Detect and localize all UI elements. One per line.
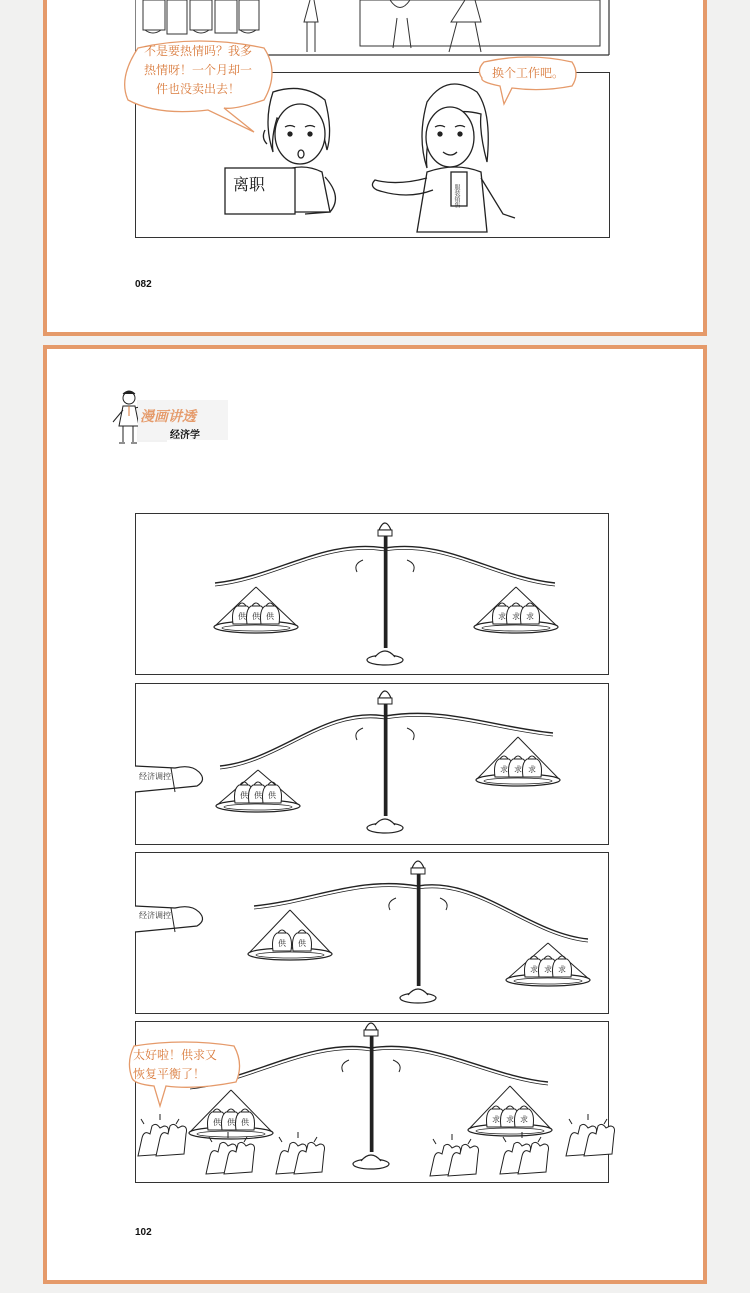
money-bag-label: 求 [530, 965, 538, 974]
scale-cap [364, 1030, 378, 1036]
money-bag-label: 供 [268, 791, 276, 800]
money-bag-label: 求 [514, 765, 522, 774]
clap-marks [279, 1132, 317, 1142]
money-bag-label: 供 [266, 612, 274, 621]
scale-cap [378, 530, 392, 536]
balance-scale [214, 523, 558, 665]
speech-text-final: 太好啦！供求又 恢复平衡了！ [133, 1048, 218, 1081]
scale-base-dome [375, 819, 395, 825]
clap-marks [433, 1134, 471, 1144]
clapping-hands-icon [276, 1132, 325, 1174]
hand-label-panel-3: 经济调控 [139, 911, 171, 920]
money-bag-label: 求 [528, 765, 536, 774]
clapping-hands-icon [138, 1114, 187, 1156]
page-number-top: 082 [135, 279, 152, 290]
page-number-bottom: 102 [135, 1227, 152, 1238]
scale-finial [379, 691, 391, 698]
money-bag-label: 求 [492, 1115, 500, 1124]
clapping-hands-icon [500, 1132, 549, 1174]
clapping-hands-icon [566, 1114, 615, 1156]
speech-text-left: 不是要热情吗？我多 热情呀！一个月却一 件也没卖出去！ [143, 44, 252, 96]
money-bag-label: 供 [227, 1118, 235, 1127]
money-bag-label: 求 [506, 1115, 514, 1124]
money-bag-label: 供 [254, 791, 262, 800]
balance-scale [216, 691, 560, 833]
money-bag-label: 供 [240, 791, 248, 800]
money-bag-label: 求 [500, 765, 508, 774]
money-bag-label: 求 [544, 965, 552, 974]
speech-text-right: 换个工作吧。 [491, 66, 564, 80]
clap-marks [569, 1114, 607, 1124]
clapping-hands-icon [430, 1134, 479, 1176]
money-bag-label: 求 [558, 965, 566, 974]
scale-cap [378, 698, 392, 704]
logo-title: 漫画讲透 [140, 409, 196, 425]
scale-base-dome [361, 1155, 381, 1161]
scale-finial [379, 523, 391, 530]
money-bag-label: 供 [298, 939, 306, 948]
money-bag-label: 供 [238, 612, 246, 621]
hand-label-panel-2: 经济调控 [139, 772, 171, 781]
logo-subtitle: 经济学 [170, 430, 200, 441]
scale-finial [412, 861, 424, 868]
clap-marks [141, 1114, 179, 1124]
money-bag-label: 求 [498, 612, 506, 621]
resignation-sign-text: 离职 [233, 175, 266, 194]
money-bag-label: 供 [213, 1118, 221, 1127]
money-bag-label: 求 [520, 1115, 528, 1124]
money-bag-label: 供 [278, 939, 286, 948]
scale-base-dome [408, 989, 428, 995]
sales-badge-text: 服装销售 [453, 184, 460, 208]
money-bag-label: 求 [526, 612, 534, 621]
scale-cap [411, 868, 425, 874]
money-bag-label: 供 [252, 612, 260, 621]
scale-base-dome [375, 651, 395, 657]
money-bag-label: 供 [241, 1118, 249, 1127]
money-bag-label: 求 [512, 612, 520, 621]
balance-scale [248, 861, 590, 1003]
scale-finial [365, 1023, 377, 1030]
